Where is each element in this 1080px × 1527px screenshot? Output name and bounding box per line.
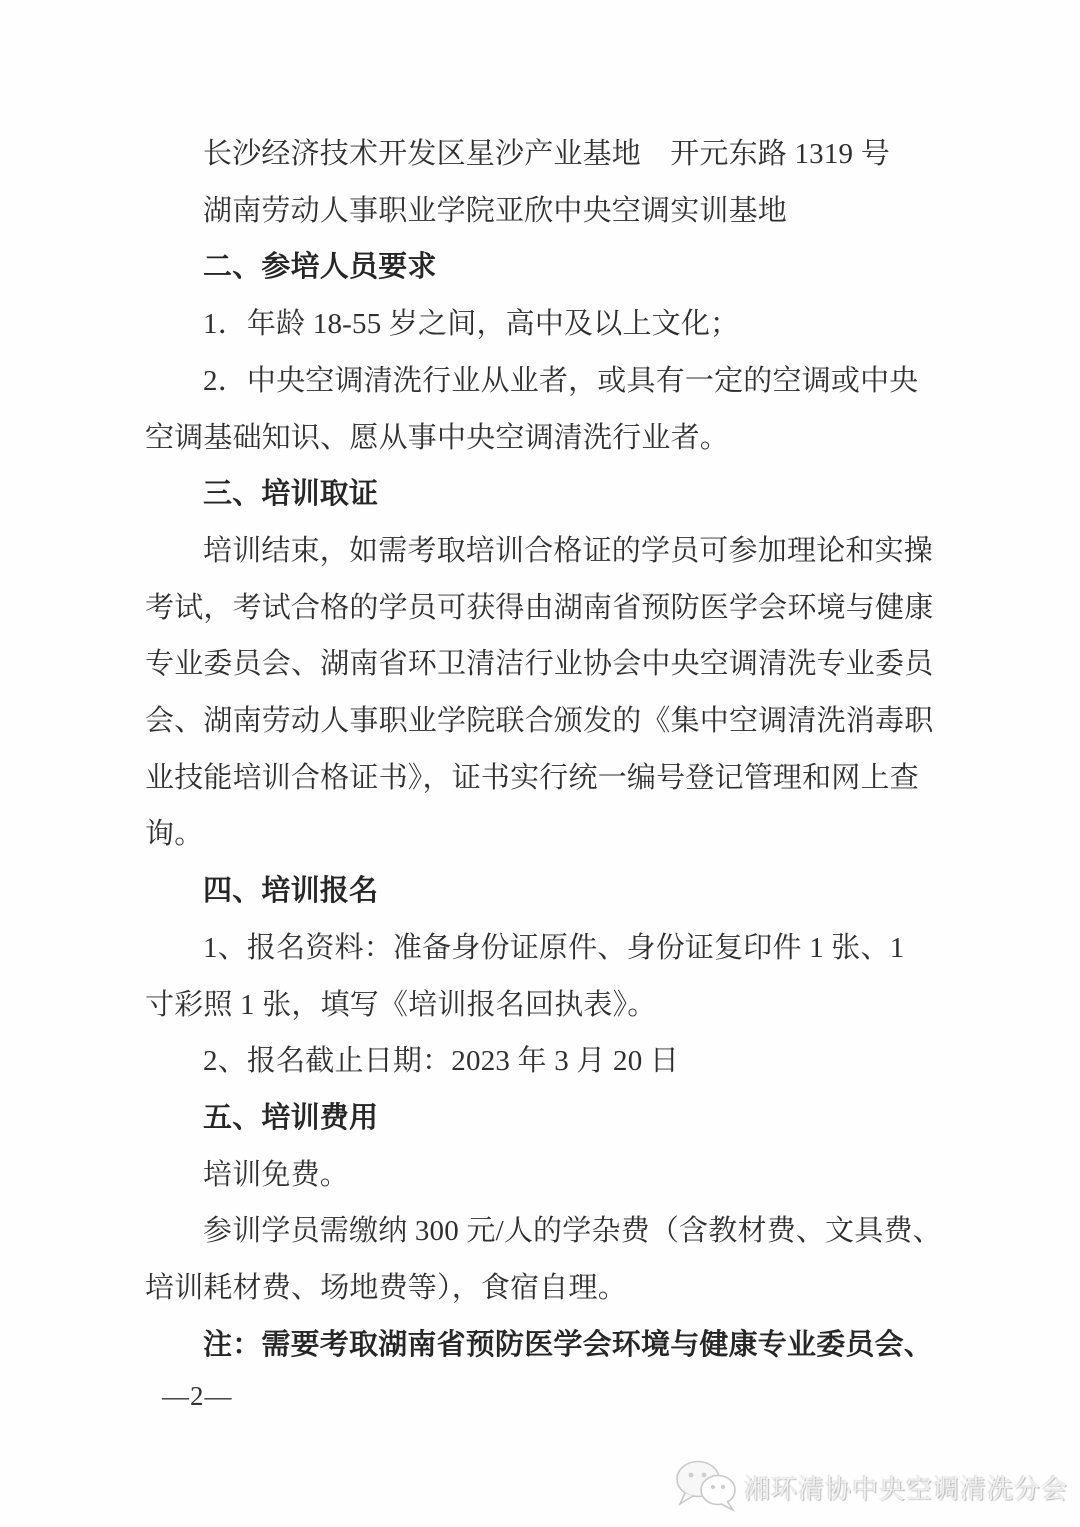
section-heading: 四、培训报名 [203,875,379,908]
text-line: 专业委员会、湖南省环卫清洁行业协会中央空调清洗专业委员 [145,648,934,681]
text-line: 培训免费。 [203,1158,350,1191]
text-line: 培训结束，如需考取培训合格证的学员可参加理论和实操 [203,534,934,567]
text-line: 业技能培训合格证书》，证书实行统一编号登记管理和网上查 [145,761,919,794]
text-line: 2．中央空调清洗行业从业者，或具有一定的空调或中央 [203,364,919,397]
text-line: 寸彩照 1 张，填写《培训报名回执表》。 [145,988,657,1021]
address-line: 湖南劳动人事职业学院亚欣中央空调实训基地 [203,194,788,227]
text-line: 参训学员需缴纳 300 元/人的学杂费（含教材费、文具费、 [203,1215,942,1248]
text-line: 考试，考试合格的学员可获得由湖南省预防医学会环境与健康 [145,591,934,624]
text-line: 会、湖南劳动人事职业学院联合颁发的《集中空调清洗消毒职 [145,705,934,738]
watermark [674,1458,1068,1516]
address-line: 长沙经济技术开发区星沙产业基地 开元东路 1319 号 [203,138,890,170]
text-line: 询。 [145,818,204,851]
text-line: 2、报名截止日期：2023 年 3 月 20 日 [203,1045,680,1078]
document-body [145,126,945,1373]
section-heading: 二、参培人员要求 [203,251,437,284]
watermark-text: 湘环清协中央空调清洗分会 [744,1473,1069,1504]
text-line: 1．年龄 18-55 岁之间，高中及以上文化； [203,308,740,341]
text-line: 空调基础知识、愿从事中央空调清洗行业者。 [145,421,730,454]
section-heading: 五、培训费用 [203,1101,379,1134]
wechat-chat-bubbles-icon [674,1458,738,1516]
text-line: 培训耗材费、场地费等），食宿自理。 [145,1272,627,1305]
note-line: 注：需要考取湖南省预防医学会环境与健康专业委员会、 [203,1328,934,1361]
section-heading: 三、培训取证 [203,478,379,511]
page-number: —2— [162,1381,233,1411]
text-line: 1、报名资料：准备身份证原件、身份证复印件 1 张、1 [203,931,905,964]
